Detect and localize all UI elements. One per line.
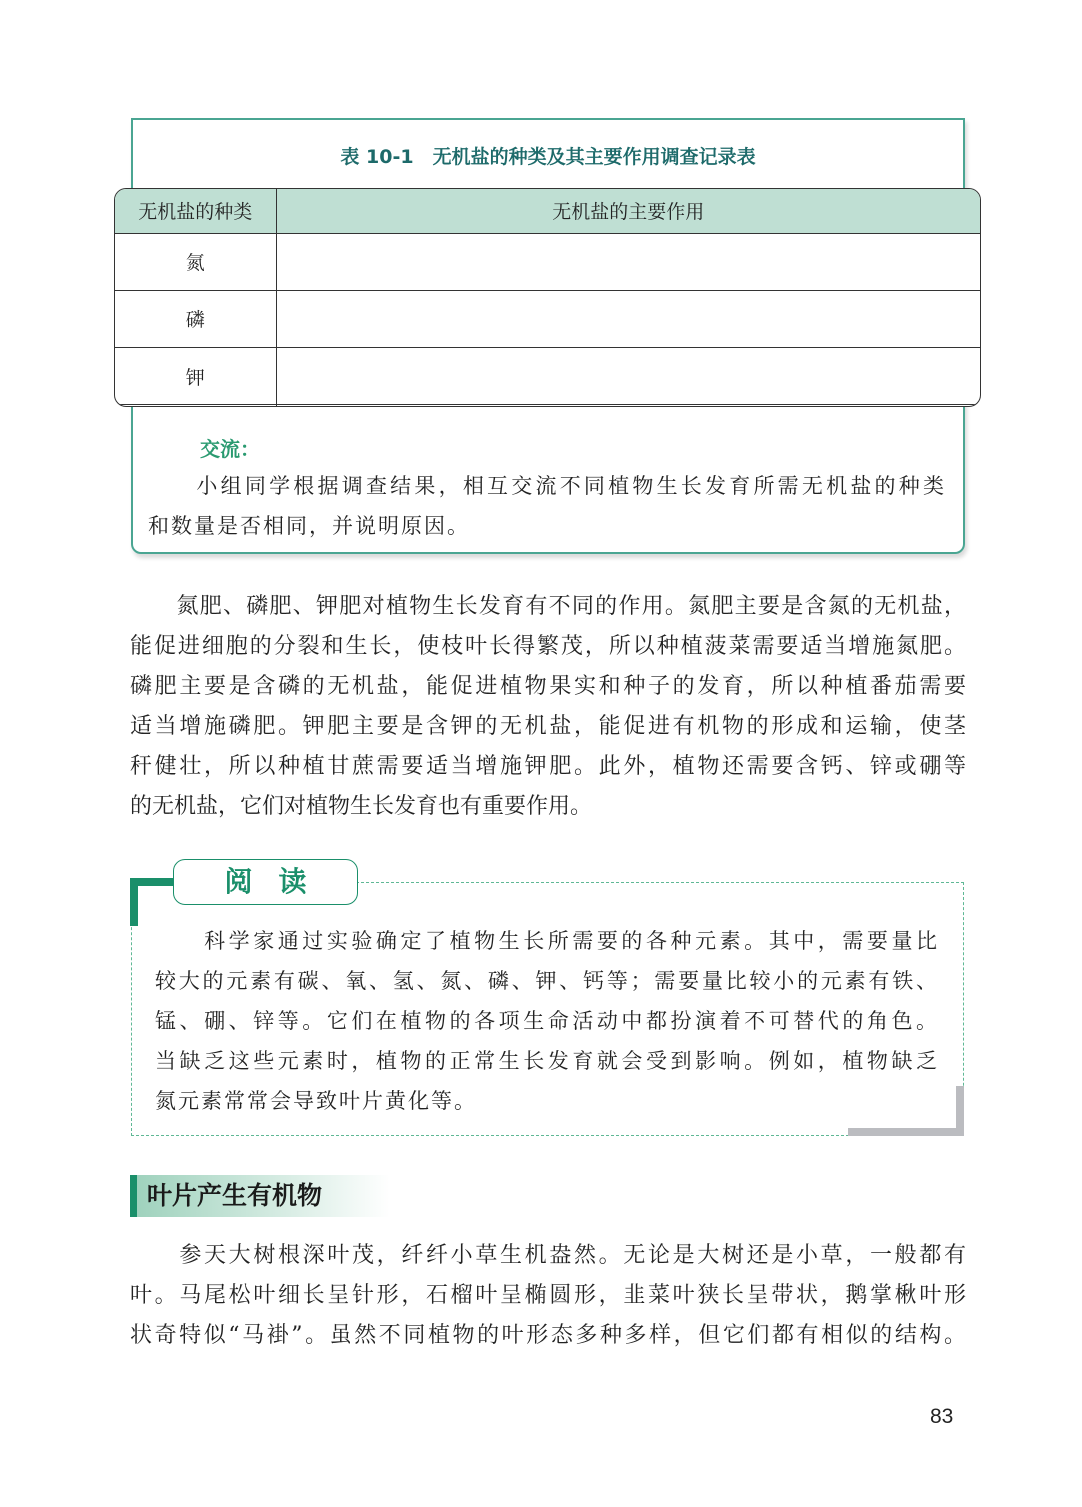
table-row xyxy=(115,348,980,405)
salt-function-cell[interactable] xyxy=(276,405,980,406)
text-line: 磷肥主要是含磷的无机盐，能促进植物果实和种子的发育，所以种植番茄需要 xyxy=(130,674,966,699)
salt-type-cell: 氮 xyxy=(115,233,276,290)
table-row xyxy=(115,405,980,406)
text-line: 较大的元素有碳、氧、氢、氮、磷、钾、钙等；需要量比较小的元素有铁、 xyxy=(155,969,939,993)
table-title: 表 10-1 无机盐的种类及其主要作用调查记录表 xyxy=(340,146,756,168)
text-line: 小组同学根据调查结果，相互交流不同植物生长发育所需无机盐的种类 xyxy=(148,474,946,498)
text-line: 能促进细胞的分裂和生长，使枝叶长得繁茂，所以种植菠菜需要适当增施氮肥。 xyxy=(130,634,966,659)
text-line: 适当增施磷肥。钾肥主要是含钾的无机盐，能促进有机物的形成和运输，使茎 xyxy=(130,714,966,739)
salt-type-cell: 磷 xyxy=(115,290,276,347)
text-line: 参天大树根深叶茂，纤纤小草生机盎然。无论是大树还是小草，一般都有 xyxy=(130,1243,966,1268)
salt-type-cell[interactable] xyxy=(115,405,276,406)
header-salt-function: 无机盐的主要作用 xyxy=(276,189,980,233)
text-line: 当缺乏这些元素时，植物的正常生长发育就会受到影响。例如，植物缺乏 xyxy=(155,1049,939,1073)
text-line: 科学家通过实验确定了植物生长所需要的各种元素。其中，需要量比 xyxy=(155,929,939,953)
salt-type-cell: 钾 xyxy=(115,348,276,405)
text-line: 氮元素常常会导致叶片黄化等。 xyxy=(155,1089,477,1113)
reading-corner-accent xyxy=(130,878,176,886)
salt-function-cell[interactable] xyxy=(276,348,980,405)
text-line: 状奇特似“马褂”。虽然不同植物的叶形态多种多样，但它们都有相似的结构。 xyxy=(130,1323,966,1348)
salt-function-cell[interactable] xyxy=(276,233,980,290)
table-row xyxy=(115,233,980,290)
survey-table xyxy=(114,188,981,407)
salt-function-cell[interactable] xyxy=(276,290,980,347)
page-number: 83 xyxy=(930,1405,954,1428)
reading-title: 阅读 xyxy=(173,859,358,905)
table-row xyxy=(115,290,980,347)
text-line: 氮肥、磷肥、钾肥对植物生长发育有不同的作用。氮肥主要是含氮的无机盐， xyxy=(130,594,966,619)
reading-corner-shadow xyxy=(848,1128,964,1136)
table-header-row xyxy=(115,189,980,233)
reading-text xyxy=(155,921,939,1121)
exchange-label: 交流： xyxy=(200,437,260,461)
text-line: 叶。马尾松叶细长呈针形，石榴叶呈椭圆形，韭菜叶狭长呈带状，鹅掌楸叶形 xyxy=(130,1283,966,1308)
text-line: 的无机盐，它们对植物生长发育也有重要作用。 xyxy=(130,794,593,819)
section-heading: 叶片产生有机物 xyxy=(130,1175,390,1217)
text-line: 和数量是否相同，并说明原因。 xyxy=(148,514,470,538)
exchange-text xyxy=(148,466,946,546)
main-paragraph xyxy=(130,587,966,827)
header-salt-type: 无机盐的种类 xyxy=(115,189,276,233)
text-line: 秆健壮，所以种植甘蔗需要适当增施钾肥。此外，植物还需要含钙、锌或硼等 xyxy=(130,754,966,779)
section-paragraph xyxy=(130,1236,966,1356)
text-line: 锰、硼、锌等。它们在植物的各项生命活动中都扮演着不可替代的角色。 xyxy=(155,1009,939,1033)
